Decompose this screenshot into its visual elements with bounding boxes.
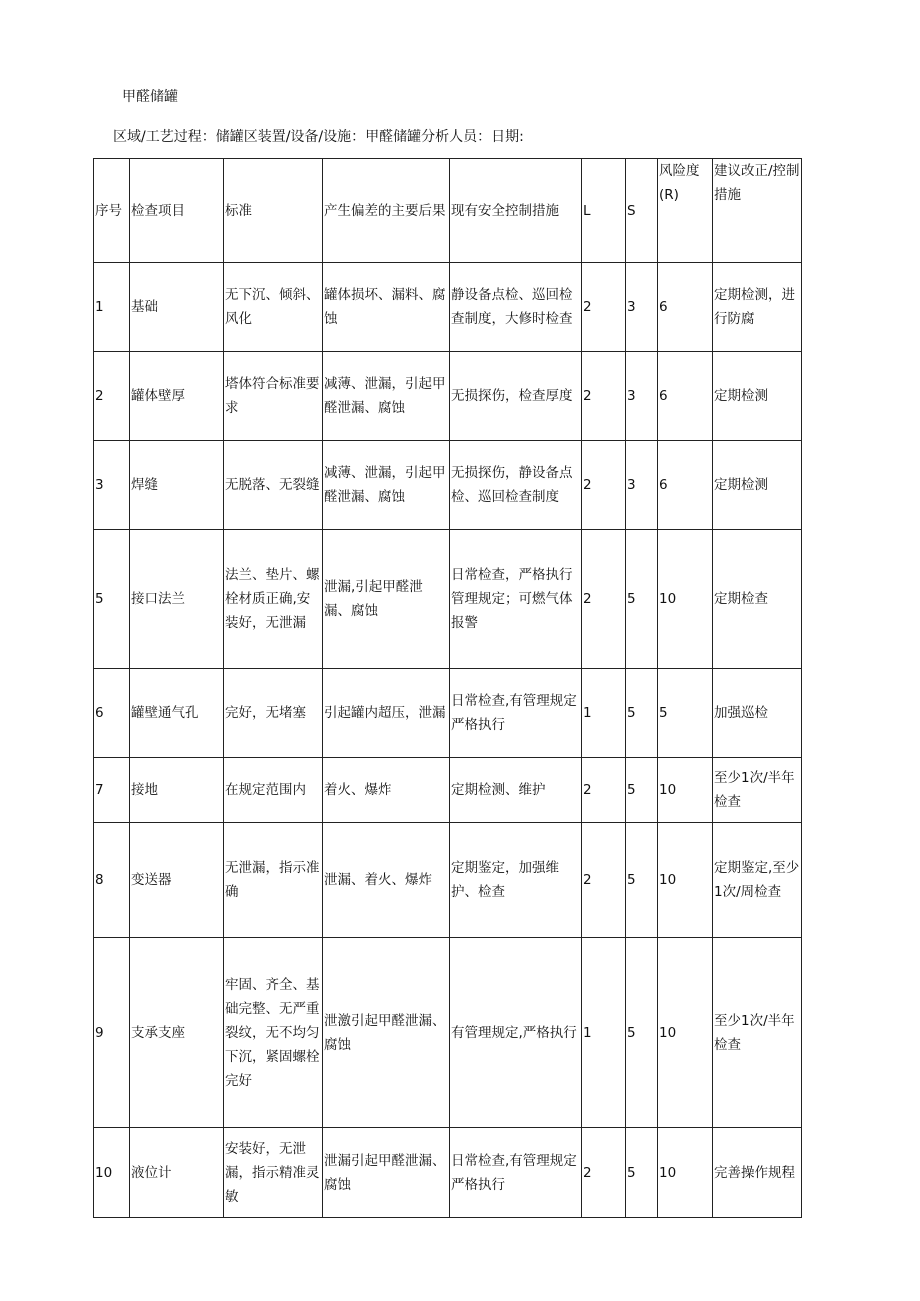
cell-controls: 日常检查,有管理规定严格执行 <box>450 669 582 758</box>
table-row <box>94 669 802 758</box>
cell-consequence: 减薄、泄漏，引起甲醛泄漏、腐蚀 <box>323 441 450 530</box>
cell-consequence: 着火、爆炸 <box>323 758 450 823</box>
cell-no: 6 <box>94 669 130 758</box>
header-standard: 标准 <box>224 159 323 263</box>
cell-no: 5 <box>94 530 130 669</box>
table-row <box>94 938 802 1128</box>
header-suggest: 建议改正/控制措施 <box>713 159 802 263</box>
cell-consequence: 泄激引起甲醛泄漏、腐蚀 <box>323 938 450 1128</box>
cell-standard: 完好，无堵塞 <box>224 669 323 758</box>
cell-controls: 日常检查,有管理规定严格执行 <box>450 1128 582 1218</box>
cell-controls: 日常检查，严格执行管理规定；可燃气体报警 <box>450 530 582 669</box>
cell-l: 2 <box>582 758 626 823</box>
cell-l: 2 <box>582 530 626 669</box>
cell-r: 10 <box>658 530 713 669</box>
table-row <box>94 758 802 823</box>
cell-r: 10 <box>658 1128 713 1218</box>
cell-standard: 无脱落、无裂缝 <box>224 441 323 530</box>
cell-l: 2 <box>582 352 626 441</box>
cell-standard: 法兰、垫片、螺栓材质正确,安装好，无泄漏 <box>224 530 323 669</box>
cell-suggest: 定期检测 <box>713 441 802 530</box>
header-consequence: 产生偏差的主要后果 <box>323 159 450 263</box>
cell-r: 6 <box>658 263 713 352</box>
cell-l: 2 <box>582 1128 626 1218</box>
cell-s: 5 <box>626 758 658 823</box>
cell-standard: 牢固、齐全、基础完整、无严重裂纹，无不均匀下沉，紧固螺栓完好 <box>224 938 323 1128</box>
cell-r: 10 <box>658 823 713 938</box>
cell-r: 5 <box>658 669 713 758</box>
cell-s: 5 <box>626 823 658 938</box>
cell-controls: 有管理规定,严格执行 <box>450 938 582 1128</box>
cell-suggest: 定期检测 <box>713 352 802 441</box>
cell-item: 支承支座 <box>130 938 224 1128</box>
cell-standard: 无下沉、倾斜、风化 <box>224 263 323 352</box>
cell-item: 变送器 <box>130 823 224 938</box>
cell-suggest: 定期鉴定,至少1次/周检查 <box>713 823 802 938</box>
cell-l: 2 <box>582 441 626 530</box>
table-header-row <box>94 159 802 263</box>
header-no: 序号 <box>94 159 130 263</box>
cell-item: 焊缝 <box>130 441 224 530</box>
cell-r: 6 <box>658 352 713 441</box>
cell-suggest: 加强巡检 <box>713 669 802 758</box>
cell-s: 5 <box>626 1128 658 1218</box>
cell-consequence: 泄漏引起甲醛泄漏、腐蚀 <box>323 1128 450 1218</box>
table-row <box>94 1128 802 1218</box>
cell-s: 3 <box>626 263 658 352</box>
cell-item: 基础 <box>130 263 224 352</box>
cell-standard: 在规定范围内 <box>224 758 323 823</box>
cell-consequence: 引起罐内超压，泄漏 <box>323 669 450 758</box>
table-row <box>94 823 802 938</box>
cell-item: 接地 <box>130 758 224 823</box>
cell-controls: 静设备点检、巡回检查制度，大修时检查 <box>450 263 582 352</box>
cell-s: 5 <box>626 938 658 1128</box>
cell-l: 1 <box>582 669 626 758</box>
cell-s: 5 <box>626 669 658 758</box>
cell-suggest: 至少1次/半年检查 <box>713 758 802 823</box>
risk-analysis-table <box>93 158 802 1218</box>
cell-suggest: 至少1次/半年检查 <box>713 938 802 1128</box>
cell-controls: 无损探伤，静设备点检、巡回检查制度 <box>450 441 582 530</box>
cell-suggest: 定期检查 <box>713 530 802 669</box>
table-row <box>94 263 802 352</box>
table-row <box>94 441 802 530</box>
cell-no: 7 <box>94 758 130 823</box>
cell-consequence: 泄漏,引起甲醛泄漏、腐蚀 <box>323 530 450 669</box>
cell-s: 5 <box>626 530 658 669</box>
table-row <box>94 352 802 441</box>
cell-no: 8 <box>94 823 130 938</box>
header-r: 风险度(R) <box>658 159 713 263</box>
header-l: L <box>582 159 626 263</box>
cell-r: 6 <box>658 441 713 530</box>
cell-suggest: 定期检测，进行防腐 <box>713 263 802 352</box>
header-controls: 现有安全控制措施 <box>450 159 582 263</box>
cell-s: 3 <box>626 441 658 530</box>
cell-item: 液位计 <box>130 1128 224 1218</box>
cell-l: 1 <box>582 938 626 1128</box>
cell-consequence: 罐体损坏、漏料、腐蚀 <box>323 263 450 352</box>
cell-item: 罐体壁厚 <box>130 352 224 441</box>
cell-l: 2 <box>582 823 626 938</box>
table-row <box>94 530 802 669</box>
document-title: 甲醛储罐 <box>122 89 178 105</box>
cell-no: 10 <box>94 1128 130 1218</box>
cell-standard: 安装好，无泄漏，指示精准灵敏 <box>224 1128 323 1218</box>
cell-suggest: 完善操作规程 <box>713 1128 802 1218</box>
cell-controls: 定期检测、维护 <box>450 758 582 823</box>
cell-no: 3 <box>94 441 130 530</box>
cell-l: 2 <box>582 263 626 352</box>
cell-item: 接口法兰 <box>130 530 224 669</box>
header-s: S <box>626 159 658 263</box>
cell-standard: 塔体符合标准要求 <box>224 352 323 441</box>
cell-consequence: 减薄、泄漏，引起甲醛泄漏、腐蚀 <box>323 352 450 441</box>
cell-controls: 无损探伤，检查厚度 <box>450 352 582 441</box>
header-meta-line: 区域/工艺过程：储罐区装置/设备/设施：甲醛储罐分析人员：日期: <box>113 129 524 145</box>
cell-no: 2 <box>94 352 130 441</box>
cell-r: 10 <box>658 938 713 1128</box>
cell-no: 9 <box>94 938 130 1128</box>
header-item: 检查项目 <box>130 159 224 263</box>
cell-item: 罐壁通气孔 <box>130 669 224 758</box>
cell-s: 3 <box>626 352 658 441</box>
cell-consequence: 泄漏、着火、爆炸 <box>323 823 450 938</box>
cell-no: 1 <box>94 263 130 352</box>
cell-controls: 定期鉴定，加强维护、检查 <box>450 823 582 938</box>
cell-standard: 无泄漏，指示准确 <box>224 823 323 938</box>
cell-r: 10 <box>658 758 713 823</box>
